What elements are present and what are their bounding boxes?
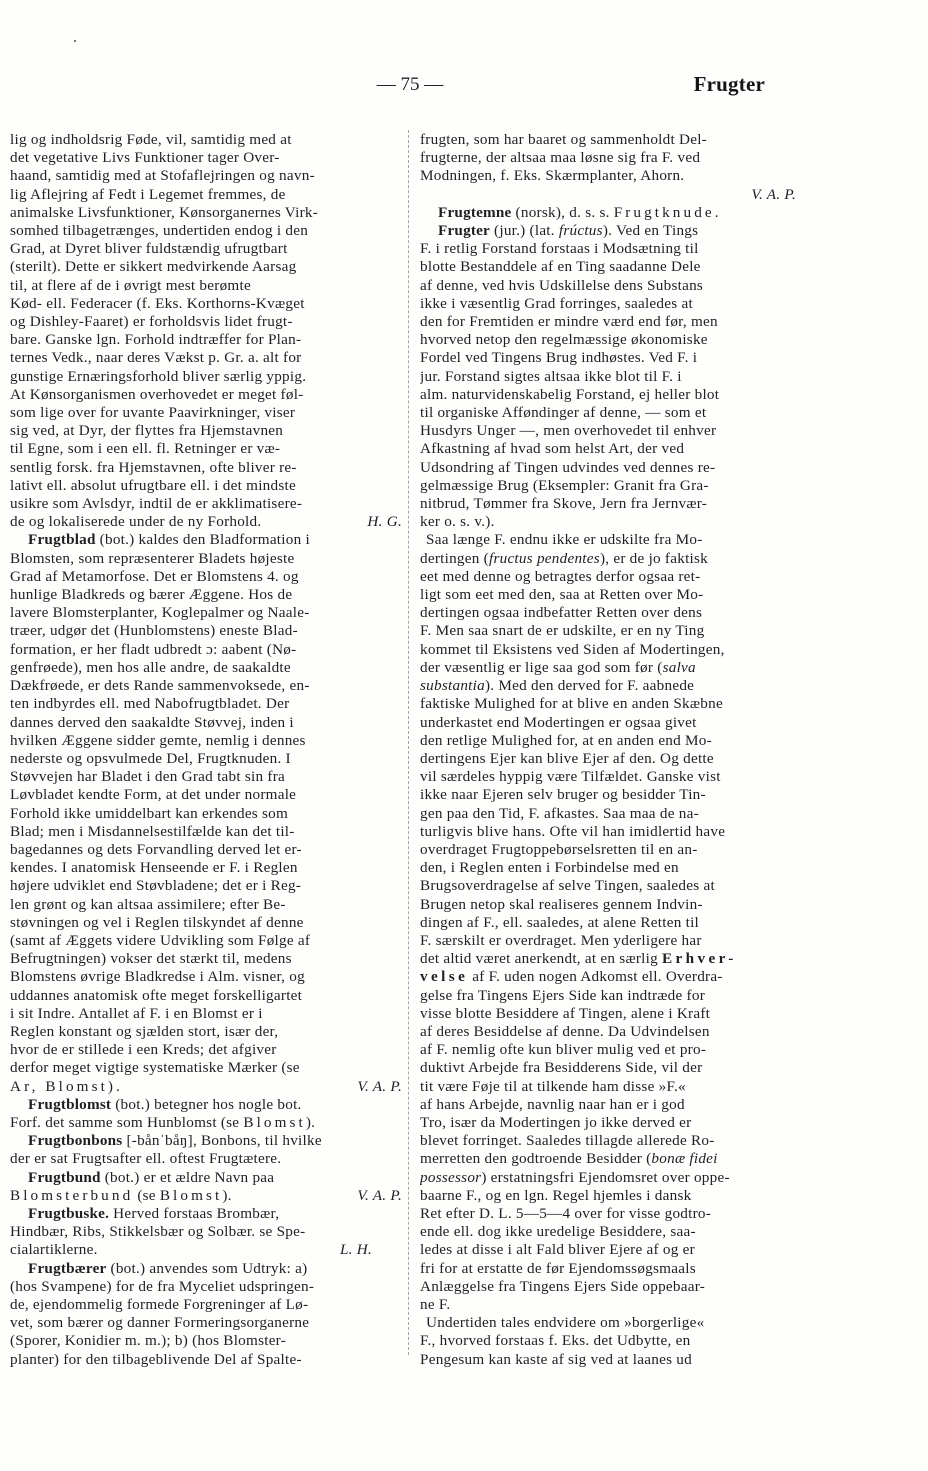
text-line: gen paa den Tid, F. afkastes. Saa maa de na- <box>420 804 699 822</box>
text-line: hunlige Bladkreds og bærer Æggene. Hos de <box>10 586 293 604</box>
text-line: F. Men saa snart de er udskilte, er en ny Ting <box>420 622 705 640</box>
text-line: (samt af Æggets videre Udvikling som Følge af <box>10 931 311 949</box>
text-line: det vegetative Livs Funktioner tager Over- <box>10 149 280 167</box>
cross-reference: Blomsterbund <box>10 1186 134 1204</box>
text-line: lativt ell. absolut ufrugtbare ell. i det mindste <box>10 476 296 494</box>
text-line: og Dishley-Faaret) er forholdsvis lidet frugt- <box>10 313 293 331</box>
text-line: usikre som Avlsdyr, indtil de er akklimatisere- <box>10 495 303 513</box>
entry-frugtbund <box>10 1169 402 1205</box>
text-line: Fordel ved Tingens Brug indhøstes. Ved F. i <box>420 349 698 367</box>
text-line: baarne F., og en lgn. Regel hjemles i dansk <box>420 1186 692 1204</box>
text-line: Husdyrs Unger —, men overhovedet til enhver <box>420 422 717 440</box>
text-line <box>420 550 812 568</box>
text-line: somhed tilbagetrænges, undertiden endog i den <box>10 222 309 240</box>
entry-frugtblomst <box>10 1096 402 1132</box>
latin-term: fructus pendentes <box>488 549 600 567</box>
emphasized-term: velse <box>420 968 469 986</box>
author-signature: V. A. P. <box>357 1077 402 1095</box>
text-line: formation, er her fladt udbredt ɔ: aabent (Nø- <box>10 640 297 658</box>
text-line <box>10 1187 402 1205</box>
text-fragment: Forf. det samme som Hunblomst (se <box>10 1113 244 1131</box>
text-line: sig ved, at Dyr, der flyttes fra Hjemstavnen <box>10 422 284 440</box>
text-line: lavere Blomsterplanter, Koglepalmer og Naale- <box>10 604 310 622</box>
text-line: dertingens Ejer kan blive Ejer af den. Og dette <box>420 749 714 767</box>
text-line: træer, udgør det (Hunblomstens) eneste Blad- <box>10 622 298 640</box>
entry-first-line <box>10 1169 402 1187</box>
text-line: planter) for den tilbageblivende Del af Spalte- <box>10 1350 302 1368</box>
text-line: alm. naturvidenskabelig Forstand, ej heller blot <box>420 385 720 403</box>
text-fragment: ). Med den derved for F. aabnede <box>484 677 695 695</box>
text-line: lig Aflejring af Fedt i Legemet fremmes, de <box>10 185 286 203</box>
text-line: overdraget Frugtoppebørselsretten til en an- <box>420 840 698 858</box>
text-line <box>10 1114 402 1132</box>
text-line <box>420 659 812 677</box>
text-line: af denne, ved hvis Udskillelse dens Substans <box>420 276 704 294</box>
text-line: vil særdeles hyppig være Tilfældet. Ganske vist <box>420 768 721 786</box>
text-line <box>10 1241 402 1259</box>
headword: Frugtbonbons <box>28 1132 123 1150</box>
text-line: dertingen ogsaa indbefatter Retten over dens <box>420 604 703 622</box>
text-fragment: af F. uden nogen Adkomst ell. Overdra- <box>468 968 723 986</box>
text-fragment: (norsk), d. s. s. <box>511 203 614 221</box>
text-line: tit være Føje til at tilkende ham disse »F.« <box>420 1077 686 1095</box>
text-line: (hos Svampene) for de fra Myceliet udspringen- <box>10 1277 315 1295</box>
continued-article <box>10 131 402 531</box>
text-line: af deres Besiddelse af denne. Da Udvindelsen <box>420 1022 710 1040</box>
text-line: Grad, at Dyret bliver fuldstændig ufrugtbart <box>10 240 288 258</box>
text-line: dannes derved den saakaldte Støvvej, inden i <box>10 713 294 731</box>
text-line: hvilken Æggene sidder gemte, nemlig i dennes <box>10 731 306 749</box>
text-line: blotte Bestanddele af en Ting saadanne Dele <box>420 258 701 276</box>
text-fragment: ). <box>222 1186 232 1204</box>
text-line: Udsondring af Tingen udvindes ved dennes re- <box>420 458 716 476</box>
text-line: Anlæggelse fra Tingens Ejers Side oppebaar- <box>420 1277 706 1295</box>
text-line: den for Fremtiden er mindre værd end før, men <box>420 313 718 331</box>
latin-term: frúctus <box>558 222 603 240</box>
column-divider <box>408 130 410 1355</box>
text-fragment: ). <box>305 1113 316 1131</box>
text-line: turligvis blive hans. Ofte vil han imidlertid have <box>420 822 726 840</box>
text-line: F. særskilt er overdraget. Men yderligere har <box>420 931 702 949</box>
text-line: nitbrud, Tømmer fra Skove, Jern fra Jernvær- <box>420 495 708 513</box>
text-line: animalske Livsfunktioner, Kønsorganernes Virk- <box>10 203 319 221</box>
text-line: Brugsoverdragelse af selve Tingen, saaledes at <box>420 877 715 895</box>
text-line: frugterne, der altsaa maa løsne sig fra F. ved <box>420 149 701 167</box>
text-line: underkastet end Modertingen er ogsaa givet <box>420 713 697 731</box>
text-line: uddannes anatomisk ofte meget forskelligartet <box>10 986 303 1004</box>
text-line: len grønt og kan altsaa assimilere; efter Be- <box>10 895 286 913</box>
text-line: ledes at disse i alt Fald bliver Ejere af og er <box>420 1241 695 1259</box>
text-line: ternes Vedk., naar deres Vækst p. Gr. a. alt for <box>10 349 302 367</box>
text-line: sentlig forsk. fra Hjemstavnen, ofte bliver re- <box>10 458 297 476</box>
text-line: faktiske Mulighed for at blive en anden Skæbne <box>420 695 723 713</box>
latin-term: salva <box>662 658 696 676</box>
text-line <box>10 1078 402 1096</box>
text-line: gelse fra Tingens Ejers Side kan indtræde for <box>420 986 706 1004</box>
running-head: Frugter <box>693 72 765 96</box>
entry-first-line <box>10 1260 402 1278</box>
text-line: Blomsten, som repræsenterer Bladets højeste <box>10 549 295 567</box>
author-signature: H. G. <box>367 513 402 531</box>
text-line: (Sporer, Konidier m. m.); b) (hos Blomster- <box>10 1332 286 1350</box>
text-line <box>420 950 812 968</box>
text-fragment: der væsentlig er lige saa god som før ( <box>420 658 663 676</box>
text-line: frugten, som har baaret og sammenholdt Del- <box>420 131 707 148</box>
text-line: Brugen netop skal realiseres gennem Indvin- <box>420 895 703 913</box>
text-line: Tro, især da Modertingen jo ikke derved er <box>420 1113 692 1131</box>
right-column <box>420 131 812 1366</box>
text-line: Pengesum kan kaste af sig ved at laanes ud <box>420 1350 692 1368</box>
text-line: nederste og opsvulmede Del, Frugtknuden. I <box>10 749 291 767</box>
cross-reference: Frugtknude. <box>613 203 722 221</box>
latin-term: substantia <box>420 677 485 695</box>
headword: Frugtblomst <box>28 1095 112 1113</box>
cross-reference: Ar, Blomst). <box>10 1077 123 1095</box>
text-line: til organiske Afføndinger af denne, — som et <box>420 404 707 422</box>
text-line: den retlige Mulighed for, at en anden end Mo- <box>420 731 712 749</box>
text-fragment: Herved forstaas Brombær, <box>109 1204 280 1222</box>
text-line: ikke naar Ejeren selv bruger og besidder Tin- <box>420 786 706 804</box>
text-fragment: det altid været anerkendt, at en særlig <box>420 950 662 968</box>
author-signature: V. A. P. <box>751 185 796 203</box>
text-line <box>420 1150 812 1168</box>
text-line: jur. Forstand sigtes altsaa ikke blot til F. i <box>420 367 682 385</box>
text-fragment: (jur.) (lat. <box>490 222 559 240</box>
text-line: bare. Ganske lgn. Forhold indtræffer for Plan- <box>10 331 302 349</box>
text-line: bagedannes og dets Forvandling derved let er- <box>10 840 302 858</box>
text-fragment: ) erstatningsfri Ejendomsret over oppe- <box>481 1168 730 1186</box>
author-signature: V. A. P. <box>357 1186 402 1204</box>
text-line: højere udviklet end Støvbladene; det er i Reg- <box>10 877 302 895</box>
text-line: Forhold ikke umiddelbart kan erkendes som <box>10 804 289 822</box>
text-line: haand, samtidig med at Stofaflejringen og navn- <box>10 167 315 185</box>
emphasized-term: Erhver- <box>661 950 737 968</box>
text-line <box>420 968 812 986</box>
text-fragment: merretten den godtroende Besidder ( <box>420 1150 652 1168</box>
text-line: F., hvorved forstaas f. Eks. det Udbytte, en <box>420 1332 691 1350</box>
text-line: gunstige Ernæringsforhold bliver særlig yppig. <box>10 367 307 385</box>
entry-frugtbonbons <box>10 1132 402 1168</box>
text-line: af F. nemlig ofte kun bliver mulig ved et pro- <box>420 1041 707 1059</box>
text-line: At Kønsorganismen overhovedet er meget føl- <box>10 385 304 403</box>
text-line: gelmæssige Brug (Eksempler: Granit fra Gra- <box>420 476 709 494</box>
text-line: Grad af Metamorfose. Det er Blomstens 4. og <box>10 567 299 585</box>
text-line: Støvvejen har Bladet i den Grad tabt sin fra <box>10 768 286 786</box>
left-column <box>10 131 402 1366</box>
text-line: Ret efter D. L. 5—5—4 over for visse godtro- <box>420 1204 712 1222</box>
text-fragment: (bot.) kaldes den Bladformation i <box>95 531 310 549</box>
text-line: Befrugtningen) vokser det stærkt til, medens <box>10 950 292 968</box>
text-line: duktivt Arbejde fra Besidderens Side, vil der <box>420 1059 703 1077</box>
entry-frugtbuske <box>10 1205 402 1260</box>
scan-speck <box>74 40 76 42</box>
text-line: Blad; men i Misdannelsestilfælde kan det til- <box>10 822 295 840</box>
text-line: F. i retlig Forstand forstaas i Modsætning til <box>420 240 699 258</box>
entry-first-line <box>10 531 402 549</box>
text-fragment: [-bånˈbåŋ], Bonbons, til hvilke <box>122 1132 322 1150</box>
text-line: der er sat Frugtsafter ell. oftest Frugtætere. <box>10 1150 282 1168</box>
text-line: ten indbyrdes ell. med Nabofrugtbladet. Der <box>10 695 290 713</box>
text-fragment: (bot.) betegner hos nogle bot. <box>111 1095 302 1113</box>
text-line: Dækfrøede, er dets Rande sammenvoksede, en- <box>10 677 310 695</box>
text-line: ikke i væsentlig Grad forringes, saaledes at <box>420 294 693 312</box>
text-line: til, at flere af de i øvrigt mest berømte <box>10 276 251 294</box>
text-fragment: dertingen ( <box>420 549 489 567</box>
text-line <box>420 1169 812 1187</box>
text-fragment: (bot.) er et ældre Navn paa <box>100 1168 275 1186</box>
text-line: kommet til Eksistens ved Siden af Modertingen, <box>420 640 725 658</box>
text-line: Afkastning af hvad som helst Art, der ved <box>420 440 685 458</box>
text-line: Kød- ell. Federacer (f. Eks. Korthorns-Kvæget <box>10 294 305 312</box>
entry-frugtbaerer <box>10 1260 402 1369</box>
text-line: som lige over for uvante Paavirkninger, viser <box>10 404 296 422</box>
text-line: Reglen konstant og sjælden stort, især der, <box>10 1022 279 1040</box>
cross-reference: Blomst <box>159 1186 223 1204</box>
headword: Frugtbuske. <box>28 1204 110 1222</box>
text-line: den, i Reglen enten i Forbindelse med en <box>420 859 679 877</box>
text-line: blevet forringet. Saaledes tillagde allerede Ro- <box>420 1132 715 1150</box>
entry-first-line <box>10 1132 402 1150</box>
text-line: hvor de er stillede i een Kreds; det afgiver <box>10 1041 277 1059</box>
cross-reference: Blomst <box>243 1113 306 1131</box>
text-line: støvningen og vel i Reglen tilskyndet af denne <box>10 913 304 931</box>
entry-frugtemne <box>420 204 812 222</box>
headword: Frugtbærer <box>28 1259 107 1277</box>
text-line: ende ell. dog ikke uredelige Besiddere, saa- <box>420 1223 696 1241</box>
text-line <box>420 677 812 695</box>
paragraph-first-line: Saa længe F. endnu ikke er udskilte fra Mo- <box>426 531 703 549</box>
headword: Frugter <box>438 222 490 240</box>
text-fragment: ), er de jo faktisk <box>599 549 709 567</box>
author-signature: L. H. <box>339 1241 372 1259</box>
entry-first-line <box>420 204 812 222</box>
text-line: Løvbladet kendte Form, at det under normale <box>10 786 297 804</box>
text-line: i sit Indre. Antallet af F. i en Blomst er i <box>10 1004 263 1022</box>
entry-frugtblad <box>10 531 402 1095</box>
text-line: lig og indholdsrig Føde, vil, samtidig med at <box>10 131 292 148</box>
text-fragment: ). Ved en Tings <box>602 222 699 240</box>
entry-first-line <box>10 1205 402 1223</box>
text-line: kendes. I anatomisk Henseende er F. i Reglen <box>10 859 298 877</box>
text-fragment: cialartiklerne. <box>10 1241 98 1259</box>
text-fragment: (se <box>133 1186 160 1204</box>
text-line: hvorved netop den regelmæssige økonomiske <box>420 331 708 349</box>
text-line: genfrøede), men hos alle andre, de saakaldte <box>10 658 291 676</box>
text-line: Hindbær, Ribs, Stikkelsbær og Solbær. se Spe- <box>10 1223 306 1241</box>
page-number: — 75 — <box>376 74 444 95</box>
latin-term: bonæ fidei <box>651 1150 718 1168</box>
text-line: Blomstens øvrige Bladkredse i Alm. visner, og <box>10 968 305 986</box>
entry-frugter <box>420 222 812 1369</box>
latin-term: possessor <box>420 1168 482 1186</box>
text-line: Modningen, f. Eks. Skærmplanter, Ahorn. <box>420 167 685 185</box>
entry-first-line <box>420 222 812 240</box>
text-line: visse blotte Besiddere af Tingen, alene i Kraft <box>420 1004 711 1022</box>
text-line: eet med denne og betragtes derfor ogsaa ret- <box>420 567 701 585</box>
text-line: ne F. <box>420 1296 451 1313</box>
text-line: til Egne, som i een ell. fl. Retninger er væ- <box>10 440 281 458</box>
text-line: de, ejendommelig formede Forgreninger af Lø- <box>10 1296 309 1313</box>
headword: Frugtbund <box>28 1168 101 1186</box>
text-line: (sterilt). Dette er sikkert medvirkende Aarsag <box>10 258 297 276</box>
text-fragment: de og lokaliserede under de ny Forhold. <box>10 513 262 531</box>
headword: Frugtemne <box>438 203 512 221</box>
text-line <box>10 513 402 531</box>
text-line: vet, som bærer og danner Formeringsorganerne <box>10 1314 310 1332</box>
continued-article <box>420 131 812 204</box>
text-line: derfor meget vigtige systematiske Mærker (se <box>10 1059 300 1077</box>
text-line: ligt som eet med den, saa at Retten over Mo- <box>420 586 704 604</box>
entry-first-line <box>10 1096 402 1114</box>
headword: Frugtblad <box>28 531 96 549</box>
paragraph-first-line: Undertiden tales endvidere om »borgerlige« <box>426 1314 705 1332</box>
text-line: dingen af F., ell. saaledes, at alene Retten til <box>420 913 700 931</box>
text-fragment: (bot.) anvendes som Udtryk: a) <box>106 1259 308 1277</box>
text-line: af hans Arbejde, navnlig naar han er i god <box>420 1095 685 1113</box>
text-line: fri for at erstatte de før Ejendomssøgsmaals <box>420 1259 696 1277</box>
text-line: ker o. s. v.). <box>420 513 495 531</box>
